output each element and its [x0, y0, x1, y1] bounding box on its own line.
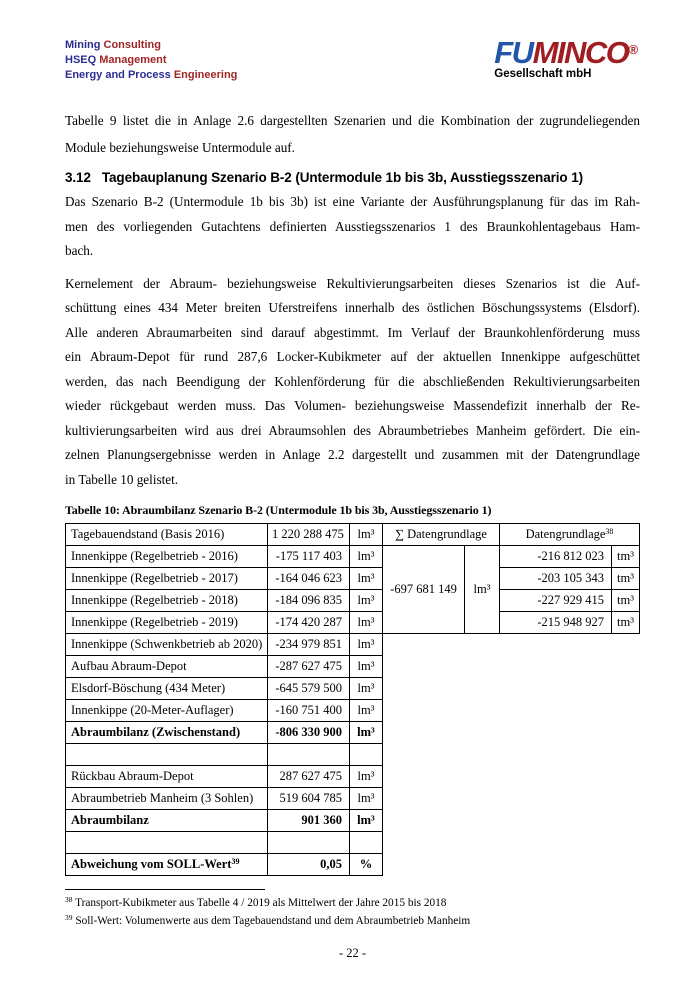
- table-row: [66, 656, 640, 678]
- footnote-item: $^{39}$ Soll-Wert: Volumenwerte aus dem Tagebauendstand und dem Abraumbetrieb Manheim: [65, 912, 471, 927]
- cell-sum-unit: lm³: [465, 546, 500, 634]
- table-row: [66, 766, 640, 788]
- datengrundlage-column-header: Datengrundlage$^{38}$: [500, 524, 640, 546]
- cell-value: -164 046 623: [268, 568, 350, 590]
- cell-dg-unit: tm³: [612, 568, 640, 590]
- footnote-marker: 38: [65, 895, 73, 904]
- footnote-ref: 38: [605, 527, 614, 536]
- cell-value: -806 330 900: [268, 722, 350, 744]
- cell-unit: lm³: [350, 766, 383, 788]
- table-row: [66, 678, 640, 700]
- footnote-ref: 39: [231, 857, 240, 866]
- table-row: [66, 612, 640, 634]
- cell-label: Elsdorf-Böschung (434 Meter): [66, 678, 268, 700]
- document-footer: [65, 889, 640, 961]
- logo-wordmark: [494, 35, 638, 68]
- cell-value: 901 360: [268, 810, 350, 832]
- paragraph-intro: [65, 107, 640, 161]
- cell-unit: lm³: [350, 612, 383, 634]
- text-line: wieder rückgebaut werden muss. Das Volumen- beziehungsweise Massendefizit innerhalb der Re-: [65, 398, 640, 413]
- letterhead: [65, 35, 640, 83]
- tagline-line: [65, 68, 237, 83]
- cell-value: -645 579 500: [268, 678, 350, 700]
- cell-label: Abraumbilanz: [66, 810, 268, 832]
- footnote-item: $^{38}$ Transport-Kubikmeter aus Tabelle 4 / 2019 als Mittelwert der Jahre 2015 bis 2018: [65, 895, 447, 909]
- table-row: [66, 590, 640, 612]
- table-row: [66, 546, 640, 568]
- cell-label: Innenkippe (20-Meter-Auflager): [66, 700, 268, 722]
- cell-label: Abraumbetrieb Manheim (3 Sohlen): [66, 788, 268, 810]
- abraumbilanz-table: [65, 523, 640, 876]
- cell-value: 519 604 785: [268, 788, 350, 810]
- table-row: [66, 634, 640, 656]
- cell-unit: %: [350, 854, 383, 876]
- table-row-empty: [66, 832, 640, 854]
- cell-unit: lm³: [350, 722, 383, 744]
- text-line: Module beziehungsweise Untermodule auf.: [65, 140, 295, 155]
- cell-unit: lm³: [350, 634, 383, 656]
- cell-dg-value: -215 948 927: [500, 612, 612, 634]
- cell-label: Innenkippe (Schwenkbetrieb ab 2020): [66, 634, 268, 656]
- cell-unit: lm³: [350, 568, 383, 590]
- logo-text-blue: FU: [494, 35, 533, 70]
- tagline-line: [65, 38, 237, 53]
- cell-unit: lm³: [350, 678, 383, 700]
- page-number: - 22 -: [338, 946, 367, 960]
- text-line: Tabelle 9 listet die in Anlage 2.6 dargestellten Szenarien und die Kombination der zugrundeliegenden: [65, 113, 640, 128]
- cell-unit: lm³: [350, 810, 383, 832]
- tagline-red-part: Engineering: [173, 69, 238, 81]
- footnote-marker: 39: [65, 912, 73, 922]
- cell-value: -287 627 475: [268, 656, 350, 678]
- text-line: ein Abraum-Depot für rund 287,6 Locker-Kubikmeter auf der aktuellen Innenkippe aufgeschüttet: [65, 349, 640, 364]
- cell-label: Innenkippe (Regelbetrieb - 2017): [66, 568, 268, 590]
- cell-label: Abweichung vom SOLL-Wert$^{39}$: [66, 854, 268, 876]
- cell-dg-unit: tm³: [612, 590, 640, 612]
- table-row: [66, 810, 640, 832]
- cell-value: [268, 744, 350, 766]
- footnotes: [65, 895, 640, 930]
- table-row: [66, 700, 640, 722]
- tagline-blue-part: Mining: [65, 39, 101, 51]
- paragraph-details: [65, 272, 640, 493]
- cell-value: 0,05: [268, 854, 350, 876]
- tagline-blue-part: HSEQ: [65, 54, 97, 66]
- text-line: schüttung eines 434 Meter breiten Uferstreifens innerhalb des östlichen Böschungssystems (Elsdorf).: [65, 300, 640, 315]
- sum-column-header: ∑ Datengrundlage: [383, 524, 500, 546]
- cell-unit: lm³: [350, 590, 383, 612]
- paragraph-scenario: [65, 190, 640, 264]
- section-number: 3.12: [65, 170, 91, 185]
- table-row: [66, 788, 640, 810]
- text-line: Alle anderen Abraumarbeiten sind darauf abgestimmt. Im Verlauf der Braunkohlenförderung muss: [65, 324, 640, 340]
- document-body: [65, 107, 640, 876]
- cell-label: Aufbau Abraum-Depot: [66, 656, 268, 678]
- text-line: werden, das nach Beendigung der Kohlenförderung für die abschließenden Rekultivierungsarbeiten: [65, 373, 640, 389]
- company-logo: [494, 35, 640, 81]
- section-title: Tagebauplanung Szenario B-2 (Untermodule 1b bis 3b, Ausstiegsszenario 1): [101, 170, 584, 185]
- cell-label: Abraumbilanz (Zwischenstand): [66, 722, 268, 744]
- text-line: zelnen Planungsergebnisse werden in Anlage 2.2 dargestellt und zusammen mit der Datengrundlage: [65, 447, 640, 462]
- cell-value: 1 220 288 475: [268, 524, 350, 546]
- cell-dg-value: -227 929 415: [500, 590, 612, 612]
- table-caption: Tabelle 10: Abraumbilanz Szenario B-2 (Untermodule 1b bis 3b, Ausstiegsszenario 1): [65, 503, 492, 517]
- cell-dg-value: -216 812 023: [500, 546, 612, 568]
- tagline-blue-part: Energy and Process: [65, 69, 171, 81]
- cell-value: -234 979 851: [268, 634, 350, 656]
- cell-dg-unit: tm³: [612, 546, 640, 568]
- text-line: Das Szenario B-2 (Untermodule 1b bis 3b) ist eine Variante der Ausführungsplanung für das im Rah-: [65, 194, 640, 209]
- cell-label: [66, 744, 268, 766]
- text-line: kultivierungsarbeiten wird aus drei Abraumsohlen des Abraumbetriebes Manheim gefördert. Die ein-: [65, 422, 640, 438]
- tagline-red-part: Management: [99, 54, 167, 66]
- table-row-empty: [66, 744, 640, 766]
- cell-value: -174 420 287: [268, 612, 350, 634]
- cell-value: -175 117 403: [268, 546, 350, 568]
- cell-unit: lm³: [350, 700, 383, 722]
- cell-dg-unit: tm³: [612, 612, 640, 634]
- logo-subtitle: Gesellschaft mbH: [494, 68, 592, 80]
- table-row: [66, 854, 640, 876]
- section-heading: [65, 170, 640, 185]
- cell-dg-value: -203 105 343: [500, 568, 612, 590]
- text-line: men des vorliegenden Gutachtens definierten Ausstiegsszenarios 1 des Braunkohlentagebaus Ham-: [65, 218, 640, 234]
- logo-text-red: MINCO: [532, 35, 629, 70]
- cell-label: Innenkippe (Regelbetrieb - 2016): [66, 546, 268, 568]
- cell-label: Innenkippe (Regelbetrieb - 2019): [66, 612, 268, 634]
- registered-trademark-icon: ®: [628, 42, 638, 57]
- cell-sum-value: -697 681 149: [383, 546, 465, 634]
- cell-unit: lm³: [350, 546, 383, 568]
- cell-value: [268, 832, 350, 854]
- text-line: in Tabelle 10 gelistet.: [65, 471, 179, 487]
- cell-unit: [350, 832, 383, 854]
- cell-unit: lm³: [350, 788, 383, 810]
- table-row: [66, 524, 640, 546]
- tagline-red-part: Consulting: [103, 39, 161, 51]
- cell-unit: lm³: [350, 656, 383, 678]
- cell-label: Rückbau Abraum-Depot: [66, 766, 268, 788]
- text-line: bach.: [65, 243, 94, 258]
- text-line: Kernelement der Abraum- beziehungsweise Rekultivierungsarbeiten dieses Szenarios ist die Auf-: [65, 275, 640, 291]
- cell-value: -160 751 400: [268, 700, 350, 722]
- table-row: [66, 722, 640, 744]
- tagline-line: [65, 53, 237, 68]
- cell-unit: [350, 744, 383, 766]
- cell-label: [66, 832, 268, 854]
- company-taglines: [65, 38, 237, 83]
- cell-value: 287 627 475: [268, 766, 350, 788]
- cell-label: Tagebauendstand (Basis 2016): [66, 524, 268, 546]
- table-row: [66, 568, 640, 590]
- cell-value: -184 096 835: [268, 590, 350, 612]
- footnote-separator: [65, 889, 265, 890]
- cell-unit: lm³: [350, 524, 383, 546]
- cell-label: Innenkippe (Regelbetrieb - 2018): [66, 590, 268, 612]
